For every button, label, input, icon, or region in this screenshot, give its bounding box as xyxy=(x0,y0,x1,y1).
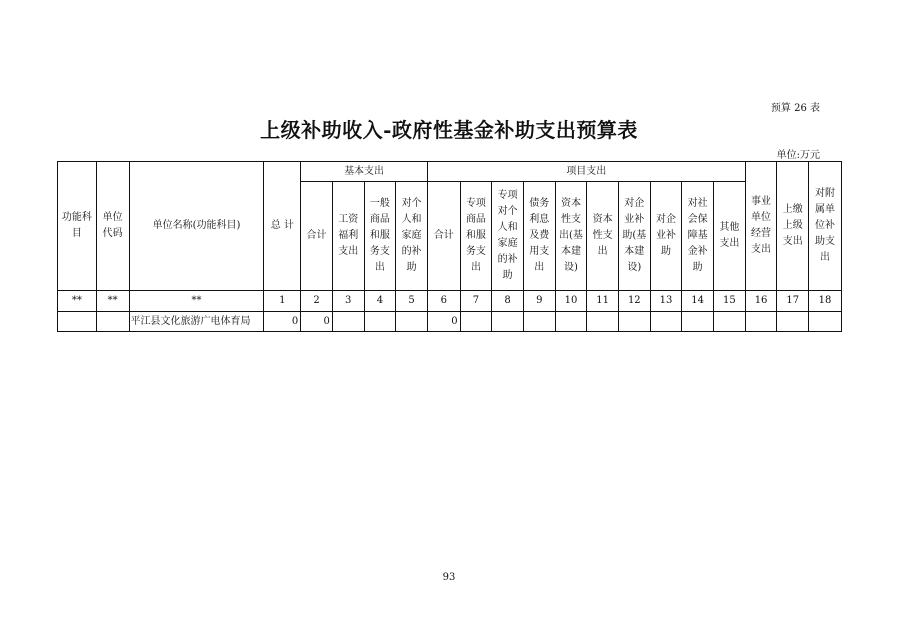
header-func-subject: 功能科目 xyxy=(58,162,97,291)
header-debt-interest: 债务利息及费用支出 xyxy=(523,182,555,291)
page-number: 93 xyxy=(442,572,456,583)
budget-table xyxy=(57,161,842,332)
column-number: ** xyxy=(58,291,97,312)
cell-personal-subsidy xyxy=(396,312,428,332)
column-number: 7 xyxy=(460,291,492,312)
cell-unit-name: 平江县文化旅游广电体育局 xyxy=(129,312,264,332)
cell-total: 0 xyxy=(264,312,301,332)
cell-business-operation xyxy=(745,312,777,332)
column-number: 16 xyxy=(745,291,777,312)
header-basic-group: 基本支出 xyxy=(301,162,428,182)
header-unit-code: 单位代码 xyxy=(96,162,129,291)
unit-label: 单位:万元 xyxy=(776,150,820,161)
column-number: 1 xyxy=(264,291,301,312)
column-number: ** xyxy=(129,291,264,312)
column-number: 9 xyxy=(523,291,555,312)
header-remit-upper: 上缴上级支出 xyxy=(777,162,809,291)
cell-enterprise-construction xyxy=(618,312,650,332)
header-personal-subsidy: 对个人和家庭的补助 xyxy=(396,182,428,291)
column-number: 2 xyxy=(301,291,333,312)
column-number: 6 xyxy=(427,291,460,312)
cell-goods-services xyxy=(364,312,396,332)
cell-social-security xyxy=(682,312,714,332)
cell-basic-total: 0 xyxy=(301,312,333,332)
header-project-total: 合计 xyxy=(427,182,460,291)
page-title: 上级补助收入-政府性基金补助支出预算表 xyxy=(260,118,638,142)
cell-capital xyxy=(587,312,619,332)
cell-wages xyxy=(332,312,364,332)
column-number: 15 xyxy=(713,291,745,312)
header-row-groups xyxy=(58,162,842,182)
column-number: 4 xyxy=(364,291,396,312)
cell-unit-code xyxy=(96,312,129,332)
header-social-security: 对社会保障基金补助 xyxy=(682,182,714,291)
column-number: 3 xyxy=(332,291,364,312)
column-number: ** xyxy=(96,291,129,312)
column-number: 13 xyxy=(650,291,682,312)
header-goods-services: 一般商品和服务支出 xyxy=(364,182,396,291)
column-number: 11 xyxy=(587,291,619,312)
table-row xyxy=(58,312,842,332)
cell-project-total: 0 xyxy=(427,312,460,332)
header-enterprise-construction: 对企业补助(基本建设) xyxy=(618,182,650,291)
header-capital: 资本性支出 xyxy=(587,182,619,291)
column-number: 8 xyxy=(492,291,524,312)
form-number: 预算 26 表 xyxy=(770,103,820,114)
header-other: 其他支出 xyxy=(713,182,745,291)
header-unit-name: 单位名称(功能科目) xyxy=(129,162,264,291)
cell-enterprise xyxy=(650,312,682,332)
column-number-row xyxy=(58,291,842,312)
cell-capital-construction xyxy=(555,312,587,332)
column-number: 18 xyxy=(809,291,842,312)
column-number: 17 xyxy=(777,291,809,312)
cell-special-goods xyxy=(460,312,492,332)
header-business-operation: 事业单位经营支出 xyxy=(745,162,777,291)
header-special-personal: 专项对个人和家庭的补助 xyxy=(492,182,524,291)
column-number: 12 xyxy=(618,291,650,312)
header-total: 总 计 xyxy=(264,162,301,291)
column-number: 10 xyxy=(555,291,587,312)
column-number: 5 xyxy=(396,291,428,312)
cell-special-personal xyxy=(492,312,524,332)
header-affiliate: 对附属单位补助支出 xyxy=(809,162,842,291)
cell-func-subject xyxy=(58,312,97,332)
cell-affiliate xyxy=(809,312,842,332)
column-number: 14 xyxy=(682,291,714,312)
header-project-group: 项目支出 xyxy=(427,162,745,182)
cell-other xyxy=(713,312,745,332)
header-capital-construction: 资本性支出(基本建设) xyxy=(555,182,587,291)
header-wages: 工资福利支出 xyxy=(332,182,364,291)
cell-remit-upper xyxy=(777,312,809,332)
header-basic-total: 合计 xyxy=(301,182,333,291)
header-special-goods: 专项商品和服务支出 xyxy=(460,182,492,291)
header-enterprise: 对企业补助 xyxy=(650,182,682,291)
cell-debt-interest xyxy=(523,312,555,332)
